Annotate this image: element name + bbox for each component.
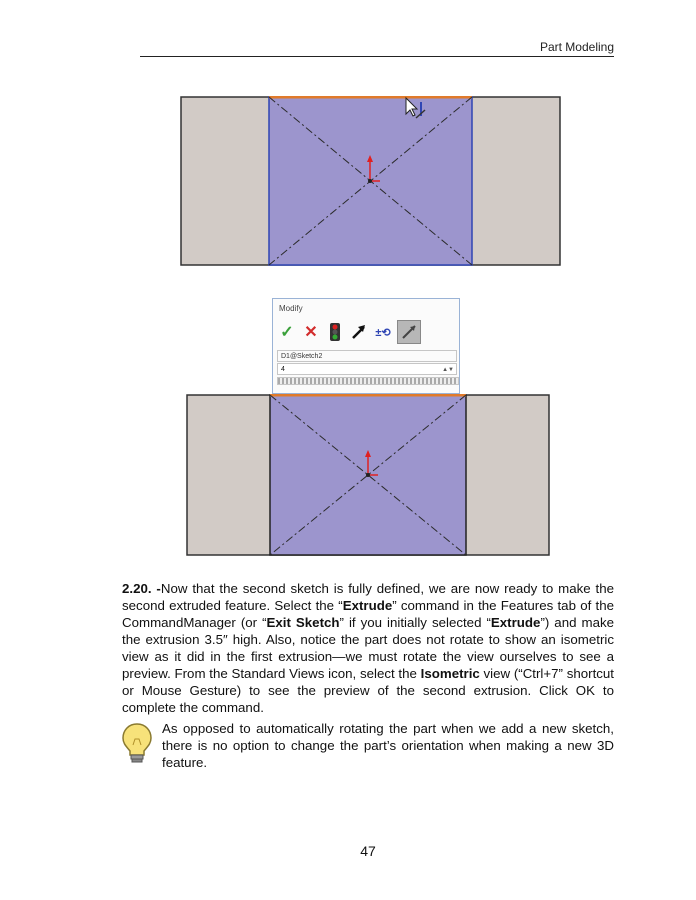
sketch-figure-bottom [186,394,550,556]
cancel-x-icon[interactable]: ✕ [304,324,318,341]
modify-dialog[interactable] [272,298,460,394]
step-text: view (“Ctrl+7” shortcut or Mouse Gesture) to see the preview of the second extrusion. Click OK to complete the command. [122,666,615,715]
step-bold: Exit Sketch [266,615,340,630]
dimension-name-field: D1@Sketch2 [277,350,457,362]
header-rule [140,56,614,57]
reverse-arrow-icon[interactable] [349,322,369,342]
step-text: Now that the second sketch is fully defined, we are now ready to make the second extruded feature. Select the “ [122,581,614,613]
lightbulb-icon [120,721,154,765]
step-text: ”) and make the extrusion 3.5″ high. Also, notice the part does not rotate to show an isometric view as it did in the first extrusion—we must rotate the view ourselves to see a preview. From the Standard Views icon, select the [122,615,615,681]
rebuild-traffic-light-icon[interactable] [325,322,345,342]
modify-dialog-title: Modify [279,304,303,313]
step-bold: Isometric [420,666,480,681]
note-text: As opposed to automatically rotating the part when we add a new sketch, there is no option to change the part’s orientation when making a new 3D feature. [162,721,614,770]
step-text: ” command in the Features tab of the CommandManager (or “ [122,598,614,630]
step-bold: Extrude [342,598,393,613]
sketch-figure-top [180,96,561,266]
page-number: 47 [360,843,376,859]
link-value-icon[interactable] [397,320,421,344]
step-paragraph [122,580,614,716]
spin-arrows-icon[interactable]: ▲▼ [442,367,454,373]
dimension-value-text: 4 [281,366,285,373]
thumbwheel-slider[interactable] [277,377,459,385]
running-header: Part Modeling [539,40,614,54]
modify-toolbar [277,320,425,344]
step-text: ” if you initially selected “ [339,615,491,630]
dimension-value-input[interactable] [277,363,457,375]
step-bold: Extrude [490,615,541,630]
ok-check-icon[interactable]: ✓ [280,324,294,341]
mark-dimension-icon[interactable]: ±⟲ [375,326,391,339]
step-number: 2.20. - [122,581,161,596]
